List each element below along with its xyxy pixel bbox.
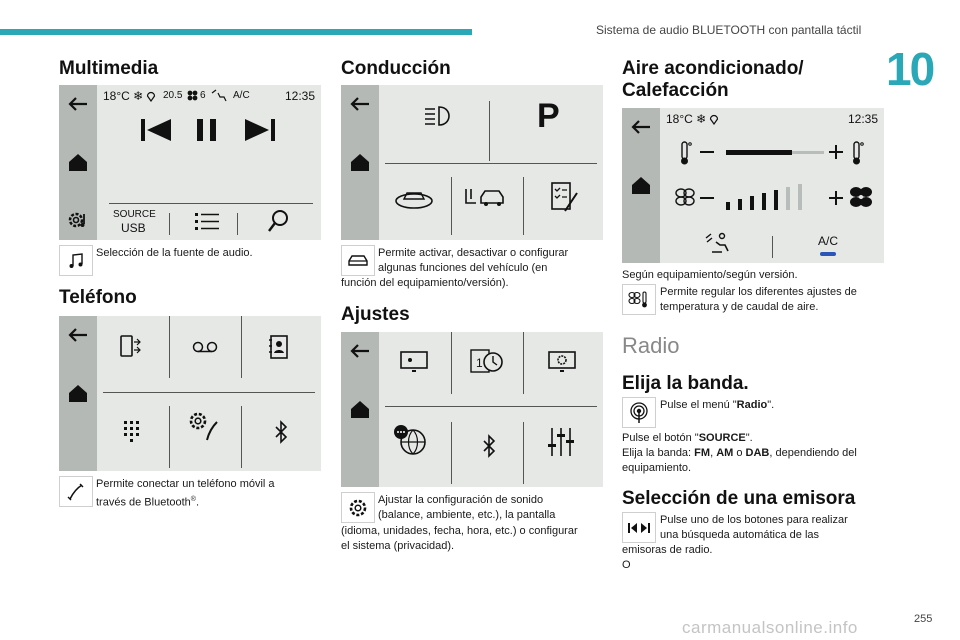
equalizer-icon[interactable] xyxy=(547,426,575,458)
pause-icon[interactable] xyxy=(195,117,219,143)
conduccion-screen xyxy=(341,85,603,240)
parking-label[interactable]: P xyxy=(537,97,560,135)
phone-handset-icon xyxy=(67,483,85,501)
location-pin-icon xyxy=(709,113,719,125)
screen-sidebar xyxy=(341,85,379,240)
icon-box-vehicle xyxy=(341,245,375,276)
screen-sidebar xyxy=(622,108,660,263)
home-icon[interactable] xyxy=(67,151,89,173)
ac-label[interactable]: A/C xyxy=(818,234,839,248)
screen-divider xyxy=(169,406,170,468)
section-title-conduccion: Conducción xyxy=(341,58,451,79)
screen-divider xyxy=(241,316,242,378)
date-time-icon[interactable] xyxy=(469,346,505,378)
back-arrow-icon[interactable] xyxy=(349,340,371,362)
thermometer-high-icon xyxy=(850,140,864,166)
list-icon[interactable] xyxy=(194,211,220,231)
status-fan-level: 6 xyxy=(200,90,206,101)
source-value: USB xyxy=(121,221,146,235)
banda-step4: equipamiento. xyxy=(622,462,692,474)
display-brightness-icon[interactable] xyxy=(399,350,429,374)
car-icon xyxy=(347,253,369,269)
band-dab: DAB xyxy=(745,447,770,459)
seek-icon xyxy=(627,522,651,534)
emisora-description-b xyxy=(622,543,713,573)
header-title: Sistema de audio BLUETOOTH con pantalla táctil xyxy=(596,23,862,37)
seat-car-icon[interactable] xyxy=(463,185,509,211)
ajustes-desc-line2: (balance, ambiente, etc.), la pantalla xyxy=(378,509,556,521)
band-separator: , xyxy=(710,447,717,459)
conduccion-description-a xyxy=(378,246,568,276)
source-button-name: SOURCE xyxy=(698,432,746,444)
bluetooth-icon[interactable] xyxy=(273,420,289,446)
status-time: 12:35 xyxy=(285,89,316,103)
aire-description xyxy=(660,285,857,315)
telefono-desc-line1: Permite conectar un teléfono móvil a xyxy=(96,478,275,490)
band-or: o xyxy=(733,447,746,459)
back-arrow-icon[interactable] xyxy=(67,93,89,115)
emisora-line2: una búsqueda automática de las xyxy=(660,529,820,541)
screen-divider xyxy=(237,213,238,235)
status-ac: A/C xyxy=(233,90,250,101)
watermark: carmanualsonline.info xyxy=(682,618,858,637)
banda-step2 xyxy=(622,431,857,476)
ajustes-description-b xyxy=(341,524,578,554)
telefono-desc-line2: través de Bluetooth xyxy=(96,496,191,509)
temperature-slider-track[interactable] xyxy=(792,151,824,154)
fan-increase-icon[interactable] xyxy=(828,190,844,206)
headlight-icon[interactable] xyxy=(423,103,453,129)
status-temperature: 18°C ❄ xyxy=(666,112,707,126)
telefono-desc-end: . xyxy=(195,496,200,509)
conduccion-description-b: función del equipamiento/versión). xyxy=(341,277,509,289)
home-icon[interactable] xyxy=(349,398,371,420)
screen-sidebar xyxy=(341,332,379,487)
banda-step1-post: ". xyxy=(767,399,775,411)
thermometer-low-icon xyxy=(678,140,692,166)
contacts-icon[interactable] xyxy=(267,334,291,360)
emisora-line3: emisoras de radio. xyxy=(622,544,713,556)
icon-box-music xyxy=(59,245,93,276)
aire-desc-line1: Permite regular los diferentes ajustes de xyxy=(660,286,857,298)
banda-step1 xyxy=(660,398,774,413)
icon-box-seek xyxy=(622,512,656,543)
multimedia-description: Selección de la fuente de audio. xyxy=(96,247,253,259)
language-globe-icon[interactable] xyxy=(391,424,431,458)
emisora-line4: O xyxy=(622,559,631,571)
conduccion-desc-line1: Permite activar, desactivar o configurar xyxy=(378,247,569,259)
ajustes-desc-line3: (idioma, unidades, fecha, hora, etc.) o configurar xyxy=(341,525,578,537)
air-distribution-icon xyxy=(210,89,230,102)
screen-divider xyxy=(169,316,170,378)
screen-sidebar xyxy=(59,85,97,240)
display-settings-icon[interactable] xyxy=(547,350,577,374)
temperature-increase-icon[interactable] xyxy=(828,144,844,160)
radio-antenna-icon xyxy=(629,402,649,424)
screen-sidebar xyxy=(59,316,97,471)
air-distribution-icon[interactable] xyxy=(704,232,730,254)
section-title-aire xyxy=(622,58,804,102)
page-number: 255 xyxy=(914,613,933,625)
section-title-radio: Radio xyxy=(622,333,680,358)
screen-divider xyxy=(523,332,524,394)
ajustes-desc-line1: Ajustar la configuración de sonido xyxy=(378,494,544,506)
location-pin-icon xyxy=(146,90,156,102)
conduccion-desc-line2: algunas funciones del vehículo (en xyxy=(378,262,548,274)
radio-menu-name: Radio xyxy=(736,399,768,411)
icon-box-phone xyxy=(59,476,93,507)
banda-step3-post: , dependiendo del xyxy=(769,447,857,459)
screen-divider xyxy=(385,406,597,407)
band-fm: FM xyxy=(694,447,711,459)
screen-divider xyxy=(103,392,315,393)
fan-icon xyxy=(187,90,198,101)
banda-step1-pre: Pulse el menú " xyxy=(660,399,737,411)
screen-divider xyxy=(523,177,524,235)
back-arrow-icon[interactable] xyxy=(630,116,652,138)
telefono-screen xyxy=(59,316,321,471)
home-icon[interactable] xyxy=(67,382,89,404)
aire-screen xyxy=(622,108,884,263)
fan-high-icon xyxy=(848,184,874,210)
banda-step2-post: ". xyxy=(745,432,753,444)
status-temperature: 18°C ❄ xyxy=(103,89,144,103)
ajustes-description-a xyxy=(378,493,555,523)
screen-divider xyxy=(451,422,452,484)
screen-divider xyxy=(772,236,773,258)
ajustes-desc-line4: el sistema (privacidad). xyxy=(341,540,455,552)
bluetooth-icon[interactable] xyxy=(481,434,497,460)
header-accent-bar xyxy=(0,29,472,35)
home-icon[interactable] xyxy=(630,174,652,196)
screen-divider xyxy=(109,203,313,204)
subsection-title-banda: Elija la banda. xyxy=(622,373,749,394)
settings-music-icon[interactable] xyxy=(67,209,89,231)
fan-low-icon xyxy=(674,186,696,208)
previous-track-icon[interactable] xyxy=(139,117,173,143)
ajustes-screen xyxy=(341,332,603,487)
voicemail-icon[interactable] xyxy=(191,340,219,354)
phone-settings-icon[interactable] xyxy=(187,410,221,442)
screen-divider xyxy=(451,332,452,394)
chapter-number: 10 xyxy=(886,43,934,95)
temperature-decrease-icon[interactable] xyxy=(700,150,714,154)
fan-decrease-icon[interactable] xyxy=(700,196,714,200)
aire-title-line1: Aire acondicionado/ xyxy=(622,58,804,79)
music-note-icon xyxy=(67,252,85,270)
checklist-tools-icon[interactable] xyxy=(549,181,579,213)
screen-divider xyxy=(489,101,490,161)
next-track-icon[interactable] xyxy=(243,117,277,143)
svg-text:1: 1 xyxy=(476,356,483,370)
screen-divider xyxy=(451,177,452,235)
keypad-icon[interactable] xyxy=(123,420,141,446)
aire-equipment-note: Según equipamiento/según versión. xyxy=(622,269,798,281)
back-arrow-icon[interactable] xyxy=(67,324,89,346)
icon-box-settings xyxy=(341,492,375,523)
telefono-description xyxy=(96,477,275,511)
banda-step3-pre: Elija la banda: xyxy=(622,447,695,459)
emisora-description-a xyxy=(660,513,848,543)
registered-mark: ® xyxy=(190,496,196,503)
band-am: AM xyxy=(716,447,734,459)
source-label: SOURCE xyxy=(113,209,156,220)
section-title-telefono: Teléfono xyxy=(59,287,137,308)
icon-box-radio xyxy=(622,397,656,428)
section-title-multimedia: Multimedia xyxy=(59,58,159,79)
icon-box-climate xyxy=(622,284,656,315)
status-time: 12:35 xyxy=(848,112,879,126)
vehicle-top-icon[interactable] xyxy=(393,185,435,211)
temperature-slider-fill xyxy=(726,150,792,155)
subsection-title-emisora: Selección de una emisora xyxy=(622,488,856,509)
multimedia-screen xyxy=(59,85,321,240)
phone-transfer-icon[interactable] xyxy=(119,334,141,360)
aire-title-line2: Calefacción xyxy=(622,80,729,101)
screen-divider xyxy=(523,422,524,484)
search-icon[interactable] xyxy=(267,209,289,233)
emisora-line1: Pulse uno de los botones para realizar xyxy=(660,514,848,526)
back-arrow-icon[interactable] xyxy=(349,93,371,115)
banda-step2-pre: Pulse el botón " xyxy=(622,432,699,444)
fan-speed-bars[interactable] xyxy=(724,182,824,212)
ac-indicator xyxy=(820,252,836,256)
home-icon[interactable] xyxy=(349,151,371,173)
screen-divider xyxy=(241,406,242,468)
screen-divider xyxy=(385,163,597,164)
gear-icon xyxy=(348,498,368,518)
aire-desc-line2: temperatura y de caudal de aire. xyxy=(660,301,819,313)
status-temp-right: 20.5 xyxy=(163,90,183,101)
climate-icon xyxy=(627,290,651,310)
screen-divider xyxy=(169,213,170,235)
section-title-ajustes: Ajustes xyxy=(341,304,410,325)
